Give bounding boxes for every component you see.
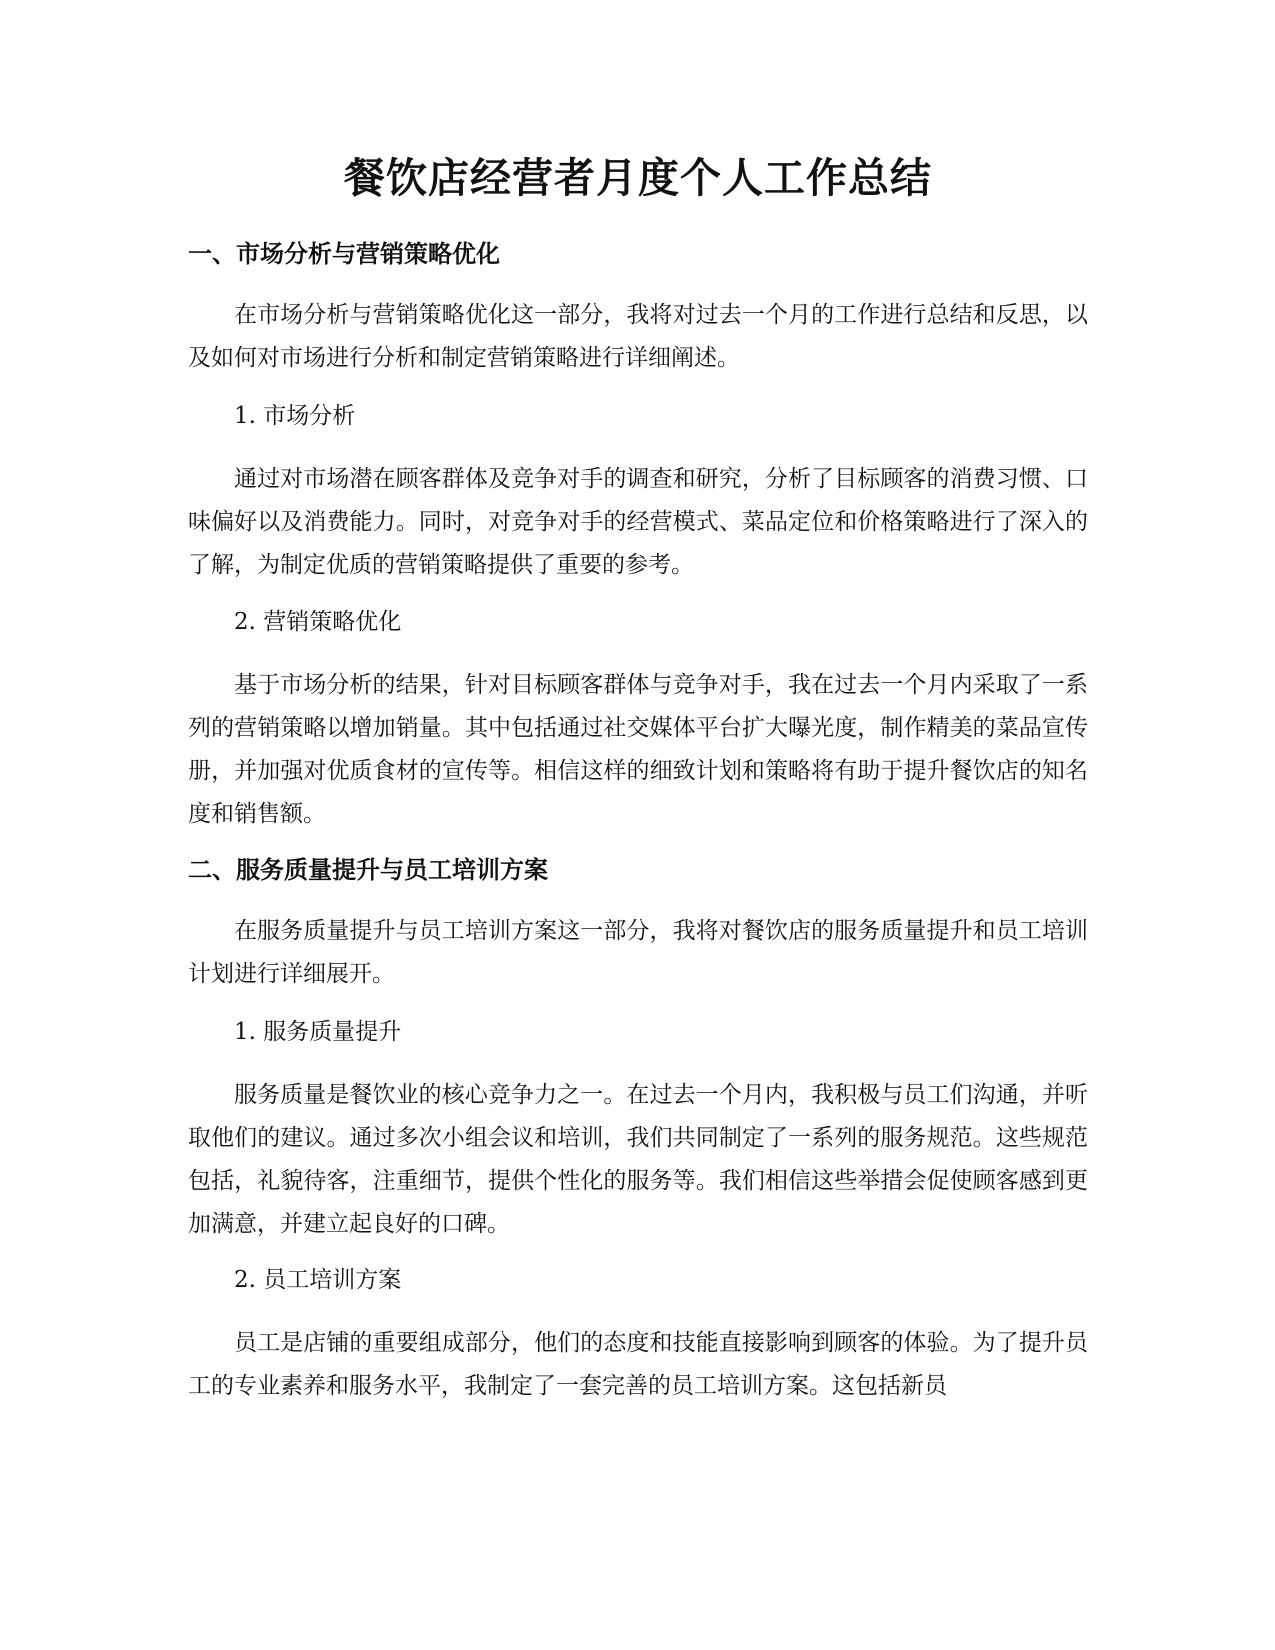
- section-2-service-quality-paragraph: 服务质量是餐饮业的核心竞争力之一。在过去一个月内，我积极与员工们沟通，并听取他们的建议。通过多次小组会议和培训，我们共同制定了一系列的服务规范。这些规范包括，礼貌待客，注重细节，提供个性化的服务等。我们相信这些举措会促使顾客感到更加满意，并建立起良好的口碑。: [188, 1082, 1088, 1237]
- section-1-heading-block: [188, 236, 1088, 272]
- section-1-sub2-title-block: [188, 604, 1088, 640]
- section-2-intro-block: [188, 910, 1088, 996]
- section-1-sub2-text-block: [188, 664, 1088, 836]
- document-title: 餐饮店经营者月度个人工作总结: [344, 154, 932, 202]
- section-2-sub1-title-block: [188, 1014, 1088, 1050]
- section-1-subheading-market-analysis: 1. 市场分析: [234, 403, 356, 429]
- section-1-intro-paragraph: 在市场分析与营销策略优化这一部分，我将对过去一个月的工作进行总结和反思，以及如何对市场进行分析和制定营销策略进行详细阐述。: [188, 302, 1088, 371]
- section-1-intro-block: [188, 294, 1088, 380]
- section-2-subheading-staff-training: 2. 员工培训方案: [234, 1267, 402, 1293]
- section-1-sub1-title-block: [188, 398, 1088, 434]
- section-2-staff-training-paragraph: 员工是店铺的重要组成部分，他们的态度和技能直接影响到顾客的体验。为了提升员工的专业素养和服务水平，我制定了一套完善的员工培训方案。这包括新员: [188, 1330, 1088, 1399]
- section-2-heading-block: [188, 852, 1088, 888]
- section-1-marketing-strategy-paragraph: 基于市场分析的结果，针对目标顾客群体与竞争对手，我在过去一个月内采取了一系列的营销策略以增加销量。其中包括通过社交媒体平台扩大曝光度，制作精美的菜品宣传册，并加强对优质食材的宣传等。相信这样的细致计划和策略将有助于提升餐饮店的知名度和销售额。: [188, 672, 1088, 827]
- section-2-heading: 二、服务质量提升与员工培训方案: [188, 856, 548, 884]
- section-1-heading: 一、市场分析与营销策略优化: [188, 240, 500, 268]
- section-2-intro-paragraph: 在服务质量提升与员工培训方案这一部分，我将对餐饮店的服务质量提升和员工培训计划进行详细展开。: [188, 918, 1088, 987]
- section-2-subheading-service-quality: 1. 服务质量提升: [234, 1019, 402, 1045]
- section-2-sub2-title-block: [188, 1262, 1088, 1298]
- section-2-sub1-text-block: [188, 1074, 1088, 1246]
- section-1-market-analysis-paragraph: 通过对市场潜在顾客群体及竞争对手的调查和研究，分析了目标顾客的消费习惯、口味偏好以及消费能力。同时，对竞争对手的经营模式、菜品定位和价格策略进行了深入的了解，为制定优质的营销策略提供了重要的参考。: [188, 466, 1088, 578]
- section-1-subheading-marketing-strategy: 2. 营销策略优化: [234, 609, 402, 635]
- section-2-sub2-text-block: [188, 1322, 1088, 1408]
- section-1-sub1-text-block: [188, 458, 1088, 587]
